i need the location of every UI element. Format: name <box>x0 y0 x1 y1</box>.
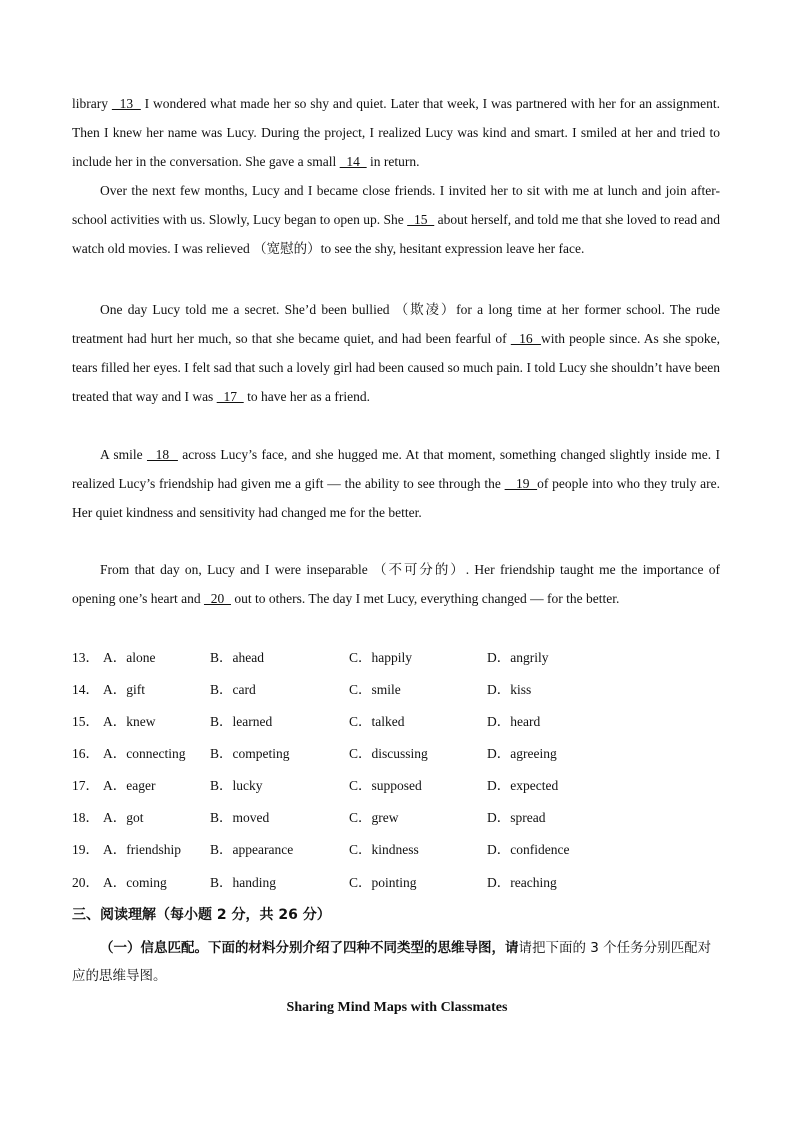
text: about herself, and told me that she loved to read and watch old movies. I was relieved （宽慰的）to see the shy, hesitant expression leave her face. <box>72 212 720 256</box>
question-18 <box>72 807 720 829</box>
question-16 <box>72 743 720 765</box>
option-a[interactable]: A．friendship <box>103 842 181 857</box>
text: across Lucy’s face, and she hugged me. At that moment, something changed slightly inside me. I realized Lucy’s friendship had given me a gift — the ability to see through the <box>72 447 720 491</box>
option-d[interactable]: D．kiss <box>487 682 532 697</box>
option-d[interactable]: D．agreeing <box>487 746 557 761</box>
blank-14: 14 <box>339 154 367 169</box>
option-b[interactable]: B．handing <box>210 875 276 890</box>
text: of people into who they truly are. Her quiet kindness and sensitivity had changed me for the better. <box>72 476 720 520</box>
option-c[interactable]: C．smile <box>349 682 401 697</box>
passage-paragraph-1 <box>72 89 720 176</box>
blank-13: 13 <box>111 96 141 111</box>
question-13 <box>72 647 720 669</box>
option-a[interactable]: A．connecting <box>103 746 186 761</box>
option-d[interactable]: D．confidence <box>487 842 570 857</box>
question-15 <box>72 711 720 733</box>
section-instruction <box>72 934 720 990</box>
question-20 <box>72 872 720 894</box>
question-number: 16． <box>72 746 99 761</box>
question-14 <box>72 679 720 701</box>
text: library <box>72 96 112 111</box>
option-c[interactable]: C．supposed <box>349 778 422 793</box>
blank-16: 16 <box>510 331 541 346</box>
text: with people since. As she spoke, tears filled her eyes. I felt sad that such a lovely girl had been caused so much pain. I told Lucy she shouldn’t have been treated that way and I was <box>72 331 720 404</box>
option-b[interactable]: B．competing <box>210 746 290 761</box>
question-number: 18． <box>72 810 99 825</box>
option-c[interactable]: C．grew <box>349 810 399 825</box>
option-d[interactable]: D．heard <box>487 714 541 729</box>
question-number: 19． <box>72 842 99 857</box>
option-b[interactable]: B．learned <box>210 714 273 729</box>
question-number: 20． <box>72 875 99 890</box>
option-a[interactable]: A．got <box>103 810 144 825</box>
text: to have her as a friend. <box>243 389 371 404</box>
option-d[interactable]: D．reaching <box>487 875 557 890</box>
blank-17: 17 <box>216 389 244 404</box>
text: A smile <box>100 447 147 462</box>
option-d[interactable]: D．spread <box>487 810 546 825</box>
text: One day Lucy told me a secret. She’d been bullied （欺凌）for a long time at her former school. The rude treatment had hurt her much, so that she became quiet, and had been fearful of <box>72 302 720 346</box>
option-a[interactable]: A．alone <box>103 650 156 665</box>
question-number: 14． <box>72 682 99 697</box>
question-number: 13． <box>72 650 99 665</box>
text: in return. <box>366 154 420 169</box>
option-a[interactable]: A．knew <box>103 714 156 729</box>
passage-paragraph-5 <box>72 555 720 613</box>
option-b[interactable]: B．lucky <box>210 778 263 793</box>
option-c[interactable]: C．happily <box>349 650 412 665</box>
instruction-bold: （一）信息匹配。下面的材料分别介绍了四种不同类型的思维导图，请 <box>100 940 519 956</box>
option-c[interactable]: C．talked <box>349 714 405 729</box>
option-b[interactable]: B．card <box>210 682 256 697</box>
option-c[interactable]: C．pointing <box>349 875 417 890</box>
passage-paragraph-4 <box>72 440 720 527</box>
option-c[interactable]: C．discussing <box>349 746 428 761</box>
option-a[interactable]: A．gift <box>103 682 145 697</box>
section-heading: 三、阅读理解（每小题 2 分，共 26 分） <box>72 907 331 923</box>
passage-paragraph-2 <box>72 176 720 263</box>
option-b[interactable]: B．moved <box>210 810 270 825</box>
blank-18: 18 <box>146 447 178 462</box>
text: out to others. The day I met Lucy, everything changed — for the better. <box>230 591 620 606</box>
option-b[interactable]: B．appearance <box>210 842 294 857</box>
reading-title: Sharing Mind Maps with Classmates <box>286 1000 508 1015</box>
option-d[interactable]: D．angrily <box>487 650 549 665</box>
text: Over the next few months, Lucy and I became close friends. I invited her to sit with me at lunch and join after-school activities with us. Slowly, Lucy began to open up. She <box>72 183 720 227</box>
option-c[interactable]: C．kindness <box>349 842 419 857</box>
option-a[interactable]: A．eager <box>103 778 156 793</box>
blank-20: 20 <box>203 591 231 606</box>
text: I wondered what made her so shy and quiet. Later that week, I was partnered with her for an assignment. Then I knew her name was Lucy. During the project, I realized Lucy was kind and smart. I smiled at her and tried to include her in the conversation. She gave a small <box>72 96 720 169</box>
question-17 <box>72 775 720 797</box>
text: From that day on, Lucy and I were inseparable （不可分的）. Her friendship taught me the importance of opening one’s heart and <box>72 562 720 606</box>
question-number: 15． <box>72 714 99 729</box>
instruction-rest: 请把下面的 3 个任务分别匹配对应的思维导图。 <box>72 940 712 984</box>
passage-paragraph-3 <box>72 295 720 411</box>
option-b[interactable]: B．ahead <box>210 650 264 665</box>
option-a[interactable]: A．coming <box>103 875 167 890</box>
question-19 <box>72 839 720 861</box>
option-d[interactable]: D．expected <box>487 778 559 793</box>
question-number: 17． <box>72 778 99 793</box>
blank-15: 15 <box>407 212 435 227</box>
blank-19: 19 <box>504 476 538 491</box>
